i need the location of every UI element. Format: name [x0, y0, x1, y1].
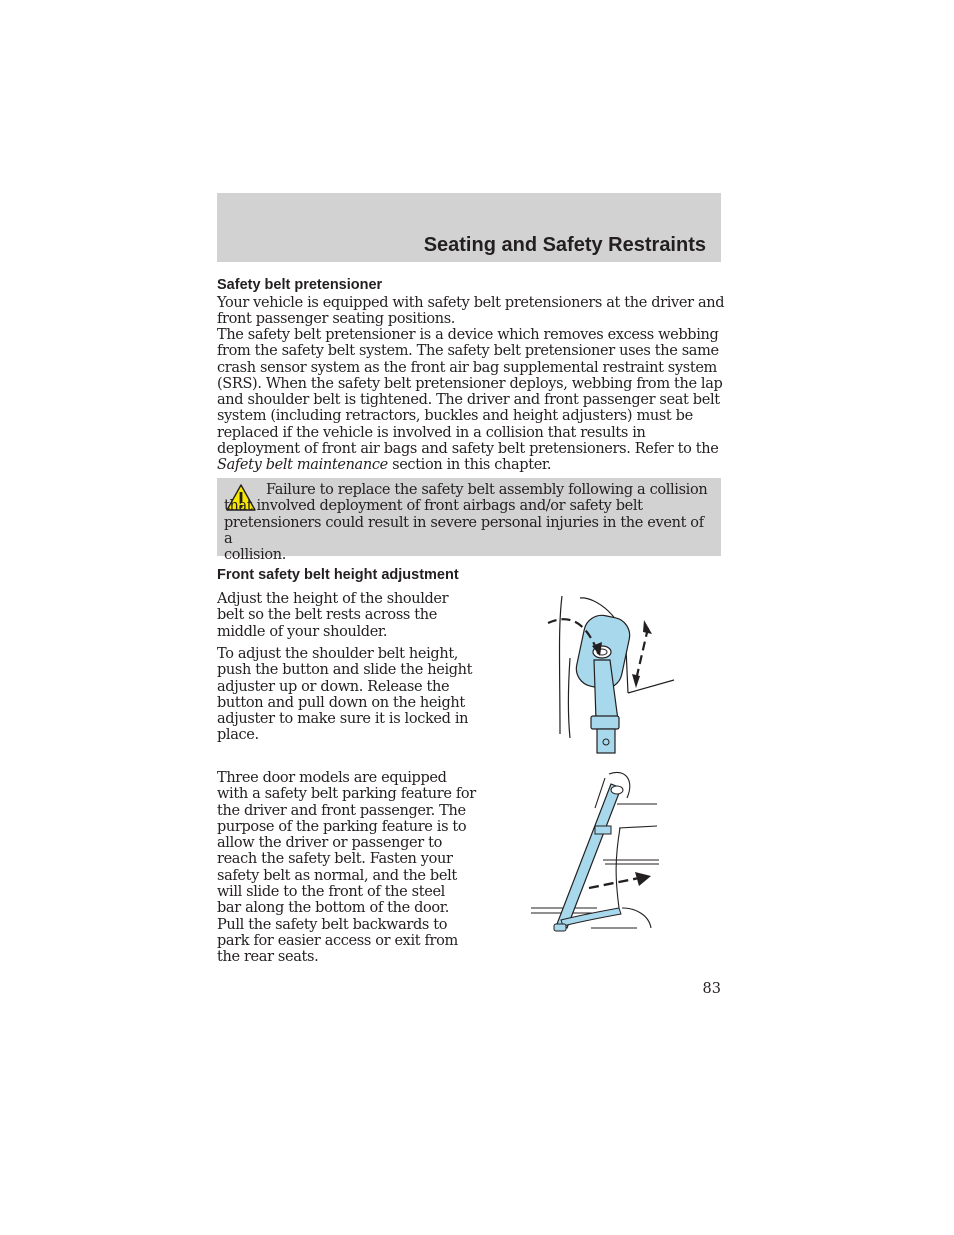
text-line: replaced if the vehicle is involved in a collision that results in	[217, 424, 646, 441]
text-line: button and pull down on the height	[217, 694, 465, 711]
text-line: (SRS). When the safety belt pretensioner deploys, webbing from the lap	[217, 375, 723, 392]
section-heading-height-adjustment: Front safety belt height adjustment	[217, 567, 459, 583]
text-line: Adjust the height of the shoulder	[217, 591, 449, 607]
text-line: push the button and slide the height	[217, 662, 473, 679]
warning-text	[224, 482, 714, 563]
text-line: safety belt as normal, and the belt	[217, 867, 457, 884]
text-line: Three door models are equipped	[217, 770, 447, 786]
text-line: purpose of the parking feature is to	[217, 818, 467, 835]
pretensioner-paragraph-2	[217, 327, 722, 474]
pretensioner-paragraph-1	[217, 295, 724, 328]
text-line: from the safety belt system. The safety belt pretensioner uses the same	[217, 343, 719, 360]
text-line: To adjust the shoulder belt height,	[217, 646, 459, 662]
text-line: bar along the bottom of the door.	[217, 900, 450, 917]
text-line: Pull the safety belt backwards to	[217, 916, 448, 933]
cross-reference: Safety belt maintenance	[217, 457, 388, 474]
height-paragraph-2	[217, 646, 472, 744]
text-line: middle of your shoulder.	[217, 623, 388, 640]
section-heading-pretensioner: Safety belt pretensioner	[217, 277, 383, 293]
text-line: belt so the belt rests across the	[217, 607, 437, 624]
belt-parking-illustration	[527, 768, 662, 938]
text-line: The safety belt pretensioner is a device which removes excess webbing	[217, 327, 719, 343]
text-line: place.	[217, 727, 259, 744]
text-line: park for easier access or exit from	[217, 932, 458, 949]
text-line: Failure to replace the safety belt assembly following a collision	[266, 482, 708, 498]
parking-paragraph	[217, 770, 476, 966]
warning-box	[217, 478, 721, 564]
text-line: crash sensor system as the front air bag supplemental restraint system	[217, 359, 717, 376]
text-line: Your vehicle is equipped with safety belt pretensioners at the driver and	[217, 295, 725, 311]
text-line: pretensioners could result in severe personal injuries in the event of a	[224, 514, 704, 547]
text-line: system (including retractors, buckles and height adjusters) must be	[217, 408, 693, 425]
text-line: the driver and front passenger. The	[217, 802, 466, 819]
text-line: allow the driver or passenger to	[217, 835, 442, 852]
text-line: deployment of front air bags and safety belt pretensioners. Refer to the	[217, 441, 719, 458]
text-line: adjuster to make sure it is locked in	[217, 711, 469, 728]
text-line: adjuster up or down. Release the	[217, 678, 450, 695]
height-paragraph-1	[217, 591, 448, 640]
text-line: section in this chapter.	[387, 457, 552, 474]
height-adjuster-illustration	[540, 588, 680, 754]
text-line: collision.	[224, 547, 287, 564]
text-line: with a safety belt parking feature for	[217, 786, 476, 803]
text-line: the rear seats.	[217, 949, 319, 966]
page-title: Seating and Safety Restraints	[423, 234, 706, 256]
page-number: 83	[702, 981, 721, 997]
text-line: front passenger seating positions.	[217, 311, 456, 328]
text-line: and shoulder belt is tightened. The driver and front passenger seat belt	[217, 392, 720, 409]
header-band	[217, 193, 721, 262]
text-line: reach the safety belt. Fasten your	[217, 851, 453, 868]
text-line: will slide to the front of the steel	[217, 884, 445, 901]
text-line: that involved deployment of front airbags and/or safety belt	[224, 498, 643, 515]
